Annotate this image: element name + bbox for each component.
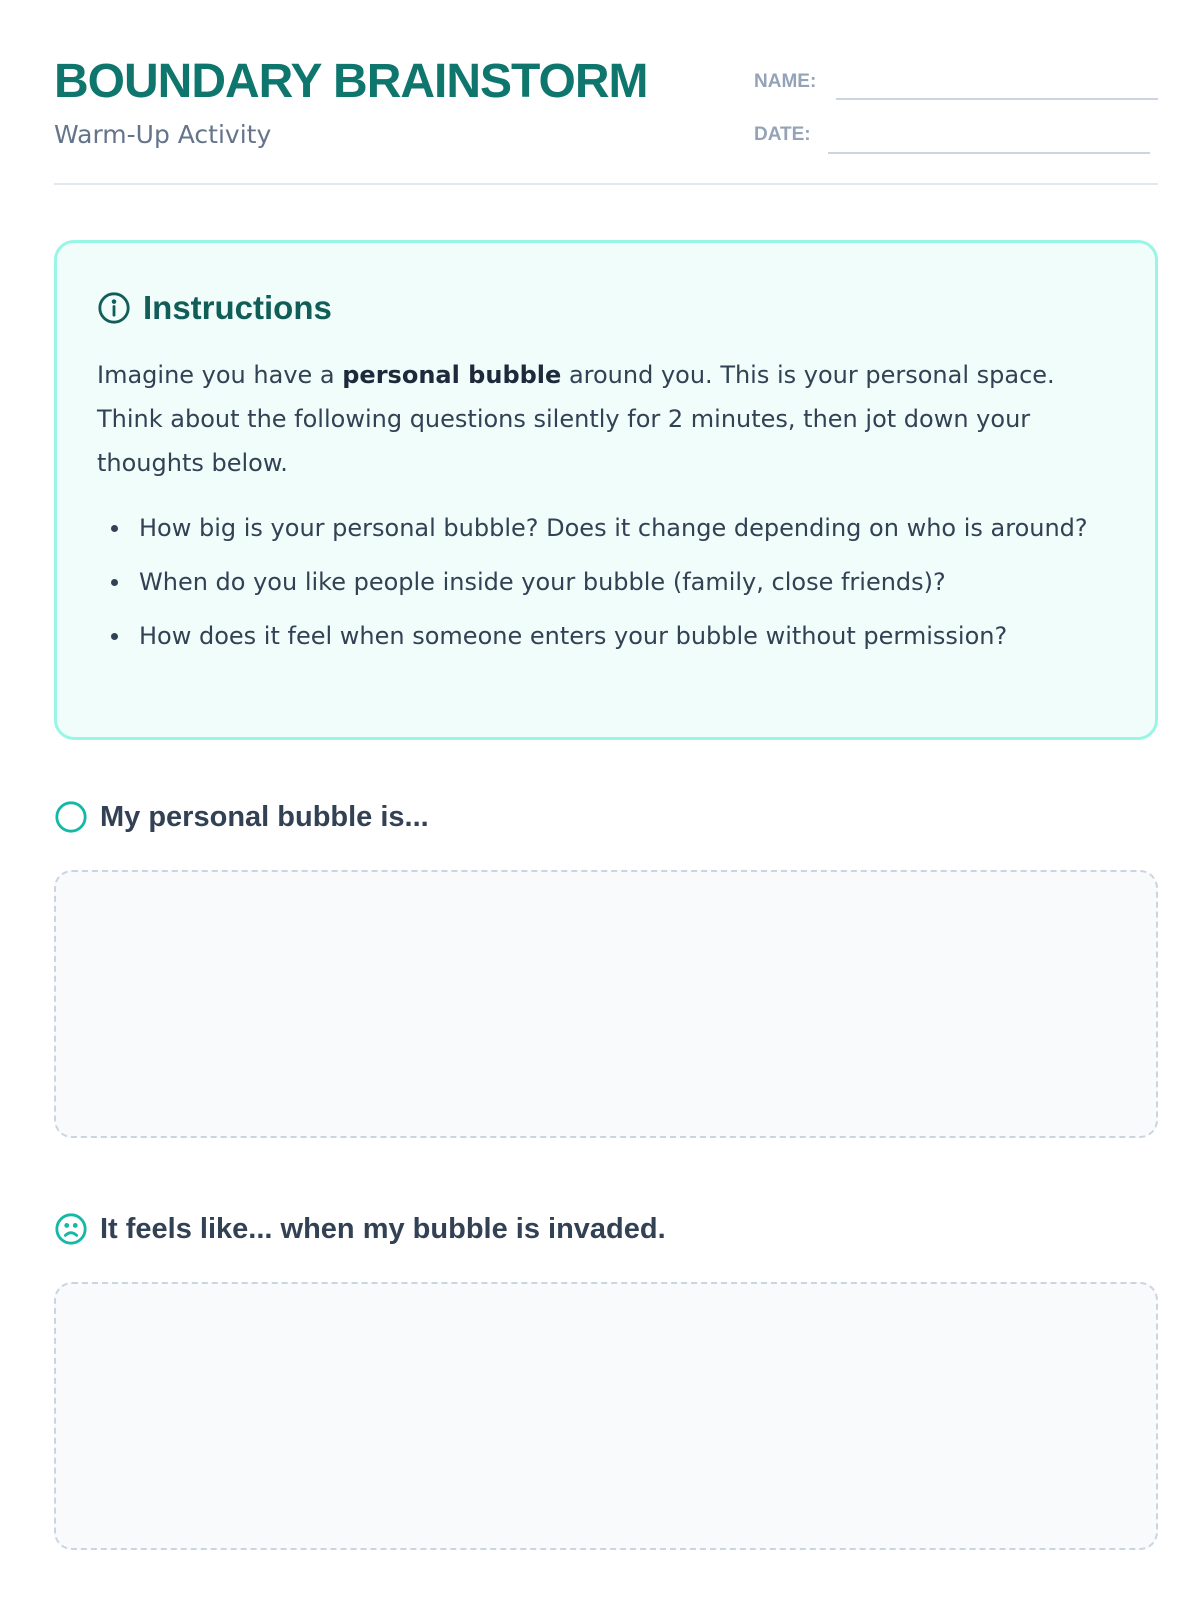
list-item-text: How does it feel when someone enters your bubble without permission?: [139, 622, 1008, 650]
list-item: [97, 616, 1107, 656]
name-field[interactable]: [836, 60, 1158, 100]
name-label: NAME:: [754, 71, 817, 92]
bubble-answer-area[interactable]: [54, 870, 1158, 1138]
bullet-dot: [111, 579, 118, 586]
list-item-text: How big is your personal bubble? Does it change depending on who is around?: [139, 514, 1088, 542]
question-list: [97, 508, 1107, 670]
info-circle-icon: [97, 291, 131, 325]
invaded-answer-area[interactable]: [54, 1282, 1158, 1550]
worksheet-header: [54, 0, 1158, 185]
circle-icon: [54, 800, 88, 834]
list-item-text: When do you like people inside your bubble (family, close friends)?: [139, 568, 946, 596]
bullet-dot: [111, 633, 118, 640]
section-title: My personal bubble is...: [100, 800, 429, 833]
intro-bold-term: personal bubble: [342, 361, 562, 389]
page-title: BOUNDARY BRAINSTORM: [54, 55, 648, 108]
bubble-section-heading: [54, 797, 429, 837]
bullet-dot: [111, 525, 118, 532]
intro-text-end: around you. This is your personal space. Think about the following questions silently for 2 minutes, then jot down your thoughts below.: [97, 361, 1055, 477]
page-subtitle: Warm-Up Activity: [54, 120, 272, 149]
instructions-heading: [97, 288, 332, 328]
intro-text-start: Imagine you have a: [97, 361, 343, 389]
instructions-box: [54, 240, 1158, 740]
date-label: DATE:: [754, 124, 811, 145]
invaded-section-heading: [54, 1209, 666, 1249]
section-title: It feels like... when my bubble is invaded.: [100, 1212, 666, 1245]
list-item: [97, 508, 1107, 548]
date-field[interactable]: [828, 114, 1150, 154]
sad-face-icon: [54, 1212, 88, 1246]
list-item: [97, 562, 1107, 602]
instructions-title: Instructions: [143, 289, 332, 326]
instructions-intro: [97, 353, 1107, 485]
